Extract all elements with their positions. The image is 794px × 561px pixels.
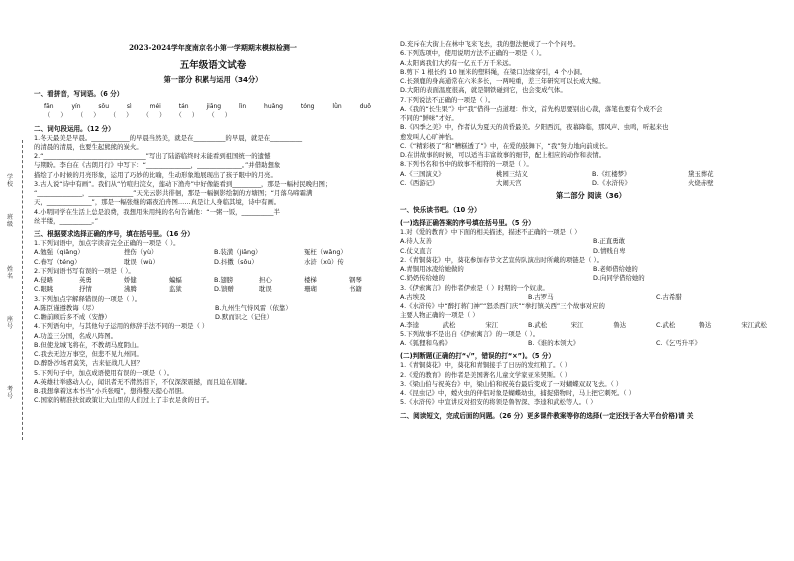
s4a-q2-options bbox=[400, 265, 782, 284]
option[interactable]: A.待人友善 bbox=[400, 237, 432, 246]
r-line: B.《四季之美》中，作者认为夏天的黄昏最美。夕阳西沉，夜幕降临，那风声、虫鸣，听起来也 bbox=[400, 123, 669, 132]
option[interactable]: C.瞻前顾后多不成（安静） bbox=[34, 313, 111, 321]
r-line: D.在讲故事的时候，可以适当丰富故事的细节，配上相应的动作和表情。 bbox=[400, 151, 606, 159]
section4-heading: 一、快乐读书吧。（10 分） bbox=[400, 206, 481, 214]
judge-item[interactable]: 4.《昆虫记》中，螳火虫的伴侣对象是蝴蝶幼虫，捕捉猎物时，马上把它刺死。（ ） bbox=[400, 389, 635, 397]
option: 冤枉（wǎng） bbox=[304, 248, 347, 257]
option[interactable]: D.《水浒传》 bbox=[592, 178, 631, 187]
s3-question-3: 3.下列加点字解释错误的一项是（ ）。 bbox=[34, 294, 142, 303]
s4a-question-4-cont: 主要人物正确的一项是（ ） bbox=[400, 311, 479, 320]
r-line: 8.下列书名和书中的故事不相符的一项是（ ）。 bbox=[400, 160, 533, 169]
judge-item[interactable]: 5.《水浒传》中宣讲反对招安的将领是鲁智深、李逵和武松等人。（ ） bbox=[400, 398, 597, 407]
option[interactable]: C.《乞丐升平》 bbox=[656, 339, 701, 347]
option: 耽误 bbox=[259, 285, 272, 294]
option[interactable]: B.翅膀 bbox=[214, 276, 234, 284]
judge-item[interactable]: 1.《青铜葵花》中，葵花和青铜接手了日历的发红粮了。（ ） bbox=[400, 361, 572, 370]
option: 鲁达 bbox=[698, 320, 712, 329]
s2-line: 描绘了小时候的月亮形象，运用了巧妙的比喻，生动形象地展现出了孩子眼中的月亮。 bbox=[34, 170, 277, 179]
option[interactable]: B.《谁的本领大》 bbox=[528, 339, 580, 347]
s4a-q1-options bbox=[400, 237, 782, 256]
option: 英勇 bbox=[79, 276, 92, 284]
option: 书籍 bbox=[349, 285, 362, 294]
s3-question-1: 1.下列词语中，加点字读音完全正确的一项是（ ）。 bbox=[34, 239, 180, 247]
r-line: D.充斥在大街上在林中飞来飞去，我的想法便成了一个个问号。 bbox=[400, 40, 580, 48]
section5-heading: 二、阅读短文，完成后面的问题。（26 分）更多课件教案等你的选择(一定还找于各大平台价格)请 关 bbox=[400, 411, 694, 420]
option: 楼梯 bbox=[304, 276, 317, 284]
margin-label-exam-number: 考号 bbox=[6, 386, 13, 400]
s3-question-5: 5.下列句子中，加点成语使用有误的一项是（ ）。 bbox=[34, 368, 174, 377]
option[interactable]: C.眼眺 bbox=[34, 285, 54, 294]
option: 鲁达 bbox=[613, 320, 627, 329]
option: 武松 bbox=[442, 320, 456, 329]
option[interactable]: A.古埃及 bbox=[400, 292, 426, 301]
s4a-question-1: 1.对《爱的教育》中下面的相关描述，描述不正确的一项是（ ） bbox=[400, 228, 581, 236]
exam-title: 五年级语文试卷 bbox=[179, 60, 247, 71]
option: 担心 bbox=[259, 276, 272, 284]
option: 娇健 bbox=[124, 276, 137, 284]
section3-heading: 三、根据要求选择正确的序号，填在括号里。（16 分） bbox=[34, 230, 194, 238]
option[interactable]: A.《狐狸和乌鸦》 bbox=[400, 339, 452, 347]
section1-heading: 一、看拼音，写词语。（6 分） bbox=[34, 90, 124, 98]
s2-line: 与期盼。李白在《古朗月行》中写下：“______________，______________。”并借助想象 bbox=[34, 161, 281, 170]
option[interactable]: C.奶奶传给她的 bbox=[400, 274, 445, 283]
option[interactable]: B.古罗马 bbox=[528, 292, 554, 301]
section2-heading: 二、词句段运用。（12 分） bbox=[34, 124, 115, 133]
binding-dashed-line bbox=[22, 140, 23, 440]
option[interactable]: A.功盖三分国，名成八阵图。 bbox=[34, 331, 117, 340]
r-line: D.大阳的表面温度很高，就是钢铁碰到它，也会变成气体。 bbox=[400, 86, 567, 95]
s3-question-2: 2.下列词语书写有误的一项是（ ）。 bbox=[34, 266, 135, 275]
q8-options bbox=[400, 170, 782, 189]
option: 水浒（xǔ）传 bbox=[304, 257, 344, 266]
section4a-heading: (一)选择正确答案的序号填在括号里。（5 分） bbox=[400, 219, 535, 227]
r-line: C.长颈鹿的身高通常在六米多长，一两吨重，差三年研究可以长成大鲸。 bbox=[400, 77, 605, 85]
option: 桃园三结义 bbox=[496, 169, 528, 178]
option[interactable]: A.青铜用冰凌给她做的 bbox=[400, 265, 464, 273]
option[interactable]: C.仗义直言 bbox=[400, 246, 433, 255]
option: 抒情 bbox=[79, 285, 92, 294]
margin-label-seat: 座号 bbox=[6, 316, 13, 330]
s2-line: 的清晨的清晨，也要生起熊熊的炭火。 bbox=[34, 142, 143, 151]
option[interactable]: B.老师借给她的 bbox=[593, 265, 638, 273]
option: 蝙蝠 bbox=[169, 276, 182, 284]
s4a-q5-options bbox=[400, 339, 782, 348]
option[interactable]: B.但使龙城飞将在，不教胡马度阴山。 bbox=[34, 340, 143, 349]
option[interactable]: D.醉卧沙场君莫笑，古来征战几人回？ bbox=[34, 359, 144, 368]
part1-heading: 第一部分 积累与运用（34分） bbox=[163, 75, 263, 84]
section4b-heading: (二)判断题(正确的打“√”，错误的打“×”)。（5 分） bbox=[400, 352, 555, 361]
option[interactable]: B.我想拿着这本书当“小兵张嘎”，想得整天提心吊胆。 bbox=[34, 387, 188, 395]
option: 宋江 bbox=[570, 320, 584, 329]
margin-label-class: 班级 bbox=[6, 214, 13, 228]
option: 挫伤（yù） bbox=[124, 248, 158, 257]
s2-line: 1.冬天最美是早晨。____________的早晨当然美，就是在__________的早晨，就是在__________ bbox=[34, 133, 303, 142]
s3-q1-options bbox=[34, 248, 392, 267]
option[interactable]: B.装潢（jiāng） bbox=[214, 248, 262, 257]
option[interactable]: A.《三国演义》 bbox=[400, 169, 445, 178]
option: 火烧赤壁 bbox=[688, 178, 714, 187]
exam-header: 2023-2024学年度南京名小第一学期期末模拟检测一 bbox=[129, 43, 297, 52]
s2-line: “______________，______________”天光云影共徘徊，那是一幅倒影绘制的方塘图；“月落乌啼霜满 bbox=[34, 189, 313, 197]
s2-line: 天，______________”，那是一幅张继的霜夜泊舟图……真是让人身临其境，诗中有画。 bbox=[34, 198, 281, 207]
option[interactable]: D.默而识之（记住） bbox=[215, 313, 274, 321]
s4a-question-3: 3.《伊索寓言》的作者伊索是（ ）时期的一个奴隶。 bbox=[400, 283, 549, 292]
option: 耽误（wù） bbox=[124, 257, 159, 266]
margin-label-name: 姓名 bbox=[6, 266, 13, 280]
pinyin-row: fān yín sōu sì méi tán jiāng lìn huǎng tóng lǜn duō bbox=[44, 103, 371, 110]
r-line: 不同的“鲜味”才好。 bbox=[400, 114, 458, 122]
option: 沸腾 bbox=[124, 285, 137, 294]
s4a-question-5: 5.下列故事不是出自《伊索寓言》的一项是（ ）。 bbox=[400, 329, 540, 338]
option: 宋江武松 bbox=[741, 320, 767, 329]
r-line: 愈发叫人心旷神怡。 bbox=[400, 132, 458, 141]
option[interactable]: C.国家的精准扶贫政策让大山里的人们过上了丰衣足食的日子。 bbox=[34, 396, 214, 405]
option[interactable]: D.抖擞（sǒu） bbox=[214, 257, 258, 266]
s3-q3-options bbox=[34, 304, 392, 323]
judge-item[interactable]: 3.《梁山伯与祝英台》中，梁山伯和祝英台最后变成了一对蝴蝶双双飞去。（ ） bbox=[400, 379, 623, 388]
option: 监狱 bbox=[169, 285, 182, 294]
right-column bbox=[400, 40, 782, 421]
option[interactable]: B.正直勇敢 bbox=[593, 237, 625, 246]
option[interactable]: A.英雄壮举感动人心，闻讯者无不潸然泪下，不仅深深震撼，而且迫在眉睫。 bbox=[34, 377, 252, 386]
option[interactable]: C.武松 bbox=[656, 320, 676, 329]
option[interactable]: C.眷写（téng） bbox=[34, 257, 81, 266]
r-line: C.《“精彩极了”和“糟糕透了”》中，在爱的鼓舞下，“我”努力地向前成长。 bbox=[400, 141, 612, 150]
option: 珊瑚 bbox=[304, 285, 317, 294]
option[interactable]: C.《西游记》 bbox=[400, 178, 439, 187]
option[interactable]: D.向同学借给她的 bbox=[593, 274, 645, 283]
option[interactable]: A.侵略 bbox=[34, 276, 54, 284]
s3-q2-options bbox=[34, 276, 392, 295]
option[interactable]: C.我去无边万事空，但悲不见九州同。 bbox=[34, 350, 143, 358]
option[interactable]: A.勉强（qiǎng） bbox=[34, 248, 84, 257]
option: 黛玉葬花 bbox=[688, 169, 714, 178]
s4a-question-2: 2.《青铜葵花》中，葵花参加春节文艺宣传队演出时所戴的项链是（ ）。 bbox=[400, 255, 604, 264]
option[interactable]: B.九州生气恃风雷（依靠） bbox=[215, 303, 292, 312]
s4a-q3-options bbox=[400, 293, 782, 302]
s4a-q4-options bbox=[400, 321, 782, 330]
r-line: 6.下列选项中，使用说明方法不正确的一项是（ ）。 bbox=[400, 49, 546, 58]
part2-heading: 第二部分 阅读（36） bbox=[555, 191, 626, 200]
option[interactable]: D.馈赠 bbox=[214, 285, 234, 294]
option: 钢琴 bbox=[349, 276, 362, 284]
s2-line: 2.“________________________________”写出了陆游临终时未能看到祖国统一的遗憾 bbox=[34, 152, 271, 160]
s2-line: 3.古人说“诗中有画”。我们从“竹喧归浣女，莲动下渔舟”中好像能看到_________，那是一幅村民晚归图； bbox=[34, 179, 332, 188]
option[interactable]: D.情贱自卑 bbox=[593, 246, 626, 255]
option: 宋江 bbox=[485, 320, 499, 329]
answer-boxes-row[interactable]: （ ） （ ） （ ） （ ） （ ） （ ） bbox=[44, 111, 232, 120]
option[interactable]: A.陈臣谨遵教诲（尽） bbox=[34, 303, 98, 312]
s2-line: 丝半缕，__________。” bbox=[34, 216, 99, 225]
option[interactable]: C.古希腊 bbox=[656, 292, 682, 301]
r-line: A.太阳离我们大约有一亿五千万千米远。 bbox=[400, 58, 515, 67]
r-line: B.剪下 1 根长约 10 厘米的塑料绳，在梁口边缘穿引，4 个小洞。 bbox=[400, 67, 587, 76]
left-column bbox=[34, 38, 392, 406]
judge-item[interactable]: 2.《爱的教育》的作者是美国著名儿童文学家亚米契斯。（ ） bbox=[400, 370, 572, 379]
option[interactable]: B.武松 bbox=[528, 320, 548, 329]
s2-line: 4.小明同学在生活上总是浪费，我想用朱用纯的名句告诫他：“一粥一饭，__________半 bbox=[34, 207, 280, 216]
margin-label-school: 学校 bbox=[6, 174, 13, 188]
r-line: A.《我的“长生果”》中“我”借得一点道理：作文，首先构思要别出心裁，落笔也要有个成不会 bbox=[400, 104, 663, 113]
s3-question-4: 4.下列语句中，与其他句子运用的修辞手法不同的一项是（ ） bbox=[34, 322, 209, 331]
option: 大闹天宫 bbox=[496, 178, 522, 187]
r-line: 7.下列说法不正确的一项是（ ）。 bbox=[400, 95, 495, 104]
option[interactable]: B.《红楼梦》 bbox=[592, 169, 631, 178]
binding-margin bbox=[4, 140, 26, 440]
option[interactable]: A.李逵 bbox=[400, 320, 420, 329]
s4a-question-4: 4.《水浒传》中“醉打蒋门神”“怒杀西门庆”“拳打镇关西”三个故事对应的 bbox=[400, 302, 605, 310]
